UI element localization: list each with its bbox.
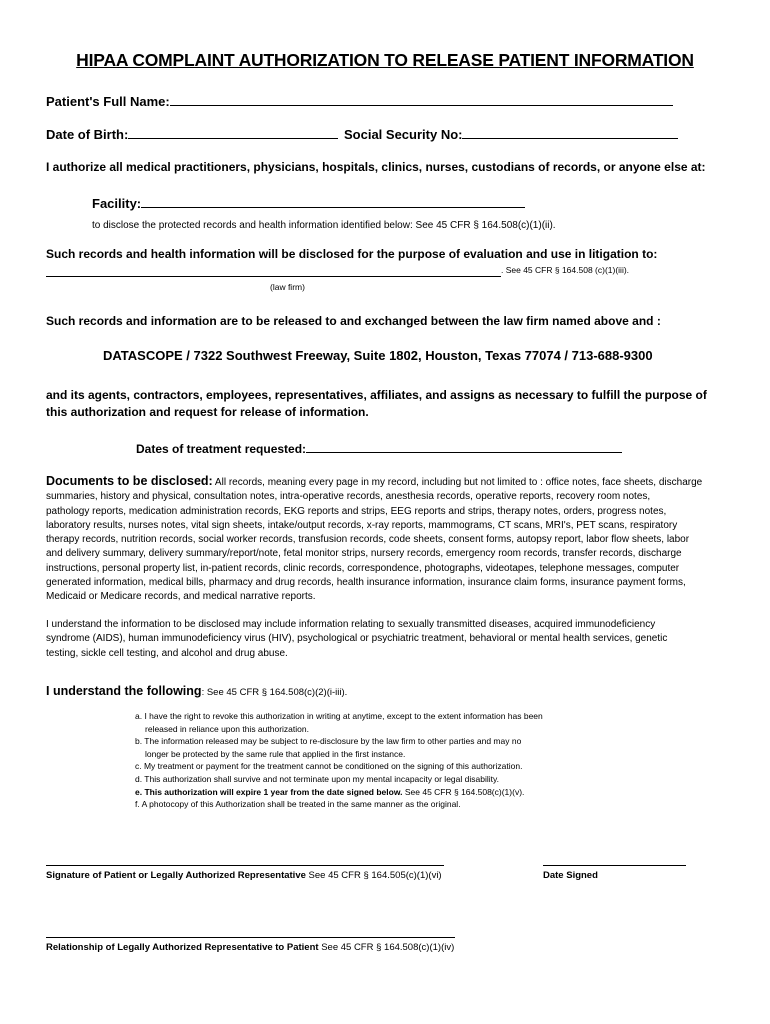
patient-name-row [46, 92, 673, 109]
dates-label: Dates of treatment requested: [136, 442, 307, 456]
relationship-label: Relationship of Legally Authorized Representative to Patient [46, 942, 319, 953]
dates-row [136, 440, 622, 456]
list-item: a. I have the right to revoke this authorization in writing at anytime, except to the extent information has been [135, 711, 543, 721]
documents-line: therapy records, nutrition records, social worker records, transfusion records, code sheets, consent forms, autopsy report, labor flow sheets, labor [46, 534, 690, 546]
exchange-text: Such records and information are to be released to and exchanged between the law firm named above and : [46, 314, 661, 328]
facility-row [92, 194, 525, 211]
relationship-caption [46, 942, 454, 953]
sensitive-line: I understand the information to be disclosed may include information relating to sexually transmitted diseases, acquired immunodeficiency [46, 619, 656, 630]
understand-cfr: : See 45 CFR § 164.508(c)(2)(i-iii). [201, 687, 348, 698]
list-item: e. This authorization will expire 1 year from the date signed below. See 45 CFR § 164.508(c)(1)(v). [135, 786, 525, 797]
sensitive-line: testing, sickle cell testing, and alcohol and drug abuse. [46, 647, 288, 659]
ssn-row [344, 125, 678, 142]
law-firm-caption: (law firm) [270, 282, 305, 292]
understand-list [135, 710, 735, 811]
documents-line: instructions, personal property list, in-patient records, clinic records, correspondence, photographs, videotapes, telephone messages, computer [46, 562, 680, 574]
relationship-line[interactable] [46, 937, 455, 938]
signature-cfr: See 45 CFR § 164.505(c)(1)(vi) [305, 870, 442, 881]
list-item: longer be protected by the same rule that applied in the first instance. [145, 748, 406, 759]
facility-field[interactable] [141, 194, 525, 208]
ssn-field[interactable] [462, 125, 678, 139]
documents-line: laboratory results, nurses notes, vital sign sheets, intake/output records, x-ray reports, mammograms, CT scans, MRI's, PET scans, respiratory [46, 519, 678, 531]
ssn-label: Social Security No: [344, 127, 463, 142]
list-item: released in reliance upon this authorization. [145, 723, 309, 734]
datascope-address: DATASCOPE / 7322 Southwest Freeway, Suite 1802, Houston, Texas 77074 / 713-688-9300 [103, 348, 653, 363]
agents-text-line: this authorization and request for release of information. [46, 405, 369, 419]
sensitive-line: syndrome (AIDS), human immunodeficiency virus (HIV), psychological or psychiatric treatment, behavioral or mental health services, genetic [46, 633, 668, 645]
page-title: HIPAA COMPLAINT AUTHORIZATION TO RELEASE PATIENT INFORMATION [76, 50, 694, 70]
patient-name-label: Patient's Full Name: [46, 94, 170, 109]
disclose-text: to disclose the protected records and health information identified below: See 45 CFR § 164.508(c)(1)(ii). [92, 220, 556, 231]
documents-line: pathology reports, medication administration records, EKG reports and strips, EEG reports and strips, therapy notes, orders, progress notes, [46, 505, 667, 517]
authorize-text: I authorize all medical practitioners, physicians, hospitals, clinics, nurses, custodians of records, or anyone else at: [46, 160, 706, 174]
dob-label: Date of Birth: [46, 127, 129, 142]
relationship-cfr: See 45 CFR § 164.508(c)(1)(iv) [318, 942, 455, 953]
list-item: f. A photocopy of this Authorization shall be treated in the same manner as the original. [135, 799, 461, 810]
purpose-cfr: . See 45 CFR § 164.508 (c)(1)(iii). [501, 265, 630, 275]
understand-row [46, 682, 347, 700]
date-signed-label: Date Signed [543, 870, 598, 881]
documents-line: Documents to be disclosed: All records, meaning every page in my record, including but not limited to : office notes, face sheets, discharge [46, 474, 703, 488]
signature-line[interactable] [46, 865, 444, 866]
signature-label: Signature of Patient or Legally Authorized Representative [46, 870, 306, 881]
dob-row [46, 125, 338, 142]
documents-line: and delivery summary, delivery summary/report/note, fetal monitor strips, nursery records, emergency room records, transfer records, discharge [46, 548, 682, 560]
documents-heading: Documents to be disclosed: [46, 474, 213, 488]
agents-text [46, 387, 707, 421]
date-signed-line[interactable] [543, 865, 686, 866]
patient-name-field[interactable] [170, 92, 673, 106]
facility-label: Facility: [92, 196, 142, 211]
sensitive-info-section [46, 618, 746, 661]
documents-section [46, 474, 746, 605]
agents-text-line: and its agents, contractors, employees, representatives, affiliates, and assigns as necessary to fulfill the purpose of [46, 388, 707, 402]
list-item: d. This authorization shall survive and not terminate upon my mental incapacity or legal disability. [135, 773, 499, 784]
understand-heading: I understand the following [46, 684, 202, 698]
purpose-text: Such records and health information will be disclosed for the purpose of evaluation and use in litigation to: [46, 247, 658, 261]
dates-field[interactable] [306, 440, 622, 453]
documents-line: Medicaid or Medicare records, and medical narrative reports. [46, 591, 316, 603]
documents-line: generated information, medical bills, pharmacy and drug records, health insurance information, insurance claim forms, insurance payment forms, [46, 577, 686, 589]
list-item: c. My treatment or payment for the treatment cannot be conditioned on the signing of this authorization. [135, 761, 523, 772]
documents-line: summaries, history and physical, consultation notes, intra-operative records, anesthesia records, operative reports, recovery room notes, [46, 491, 651, 503]
list-item: b. The information released may be subject to re-disclosure by the law firm to other parties and may no [135, 736, 522, 747]
signature-caption [46, 870, 442, 881]
dob-field[interactable] [128, 125, 338, 139]
law-firm-field[interactable] [46, 276, 501, 277]
